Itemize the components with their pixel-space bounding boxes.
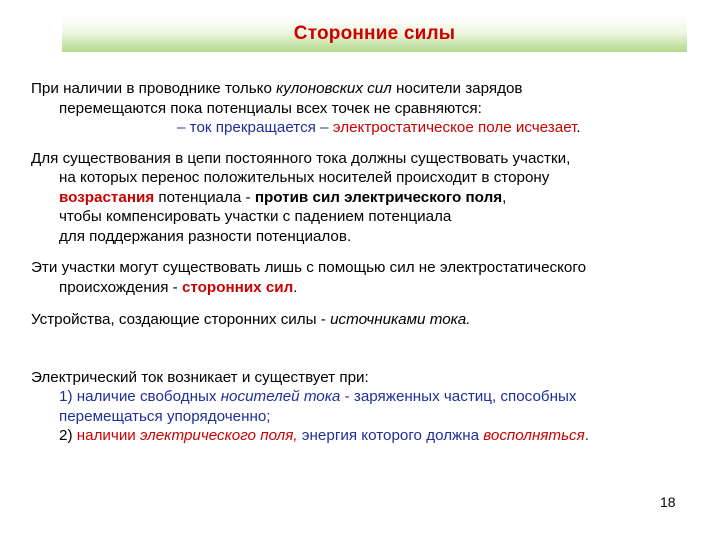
p1-line-3 [31, 118, 706, 138]
p1-text: При наличии в проводнике только [31, 80, 277, 97]
p1-line-2: перемещаются пока потенциалы всех точек не сравняются: [59, 99, 482, 117]
slide-content [31, 79, 706, 446]
title-banner [62, 16, 687, 52]
p2-line-2: на которых перенос положительных носителей происходит в сторону [59, 169, 550, 186]
electric-field-term: электрического поля, [140, 427, 298, 444]
p5-line-1: Электрический ток возникает и существует при: [31, 368, 369, 386]
current-sources-term: источниками тока. [330, 311, 471, 328]
condition-2-text: наличии [76, 427, 141, 444]
condition-1-text: - заряженных частиц, способных [340, 388, 577, 405]
p5-line-3: перемещаться упорядоченно; [59, 407, 271, 425]
p3-line-1: Эти участки могут существовать лишь с помощью сил не электростатического [31, 259, 587, 276]
p3-period: . [293, 278, 298, 296]
p2-text: потенциала - [154, 188, 255, 206]
external-forces-term: сторонних сил [181, 278, 294, 296]
current-stops-text: – ток прекращается – [177, 119, 333, 136]
carriers-term: носителей тока [220, 388, 341, 405]
paragraph-conditions [31, 368, 706, 446]
p5-period: . [584, 427, 589, 444]
p1-period: . [576, 119, 581, 136]
condition-2-text: энергия которого должна [297, 427, 484, 444]
p2-line-4: чтобы компенсировать участки с падением потенциала [59, 208, 452, 225]
p1-text: носители зарядов [391, 80, 523, 97]
p3-line-2 [31, 278, 706, 298]
p3-text: происхождения - [59, 278, 182, 296]
condition-2-number: 2) [59, 427, 77, 444]
p2-line-3 [31, 188, 706, 208]
p4-text: Устройства, создающие сторонних силы - [31, 311, 331, 328]
p1-line-1 [31, 79, 706, 99]
p2-comma: , [502, 188, 507, 206]
field-vanishes-text: электростатическое поле исчезает [332, 119, 577, 136]
paragraph-sections [31, 149, 706, 247]
p2-line-1: Для существования в цепи постоянного тока должны существовать участки, [31, 149, 571, 167]
coulomb-forces-term: кулоновских сил [276, 80, 392, 97]
paragraph-sources [31, 310, 706, 330]
p2-line-5: для поддержания разности потенциалов. [59, 227, 352, 245]
increase-term: возрастания [59, 188, 155, 206]
slide-title: Сторонние силы [293, 23, 456, 44]
paragraph-external-forces [31, 258, 706, 297]
condition-1-text: 1) наличие свободных [59, 388, 221, 405]
paragraph-coulomb [31, 79, 706, 138]
against-field-term: против сил электрического поля [254, 188, 503, 206]
replenish-term: восполняться [483, 427, 585, 444]
p5-line-4 [31, 426, 706, 446]
p5-line-2 [31, 387, 706, 407]
page-number: 18 [660, 494, 676, 510]
p4-line-1 [31, 310, 706, 330]
